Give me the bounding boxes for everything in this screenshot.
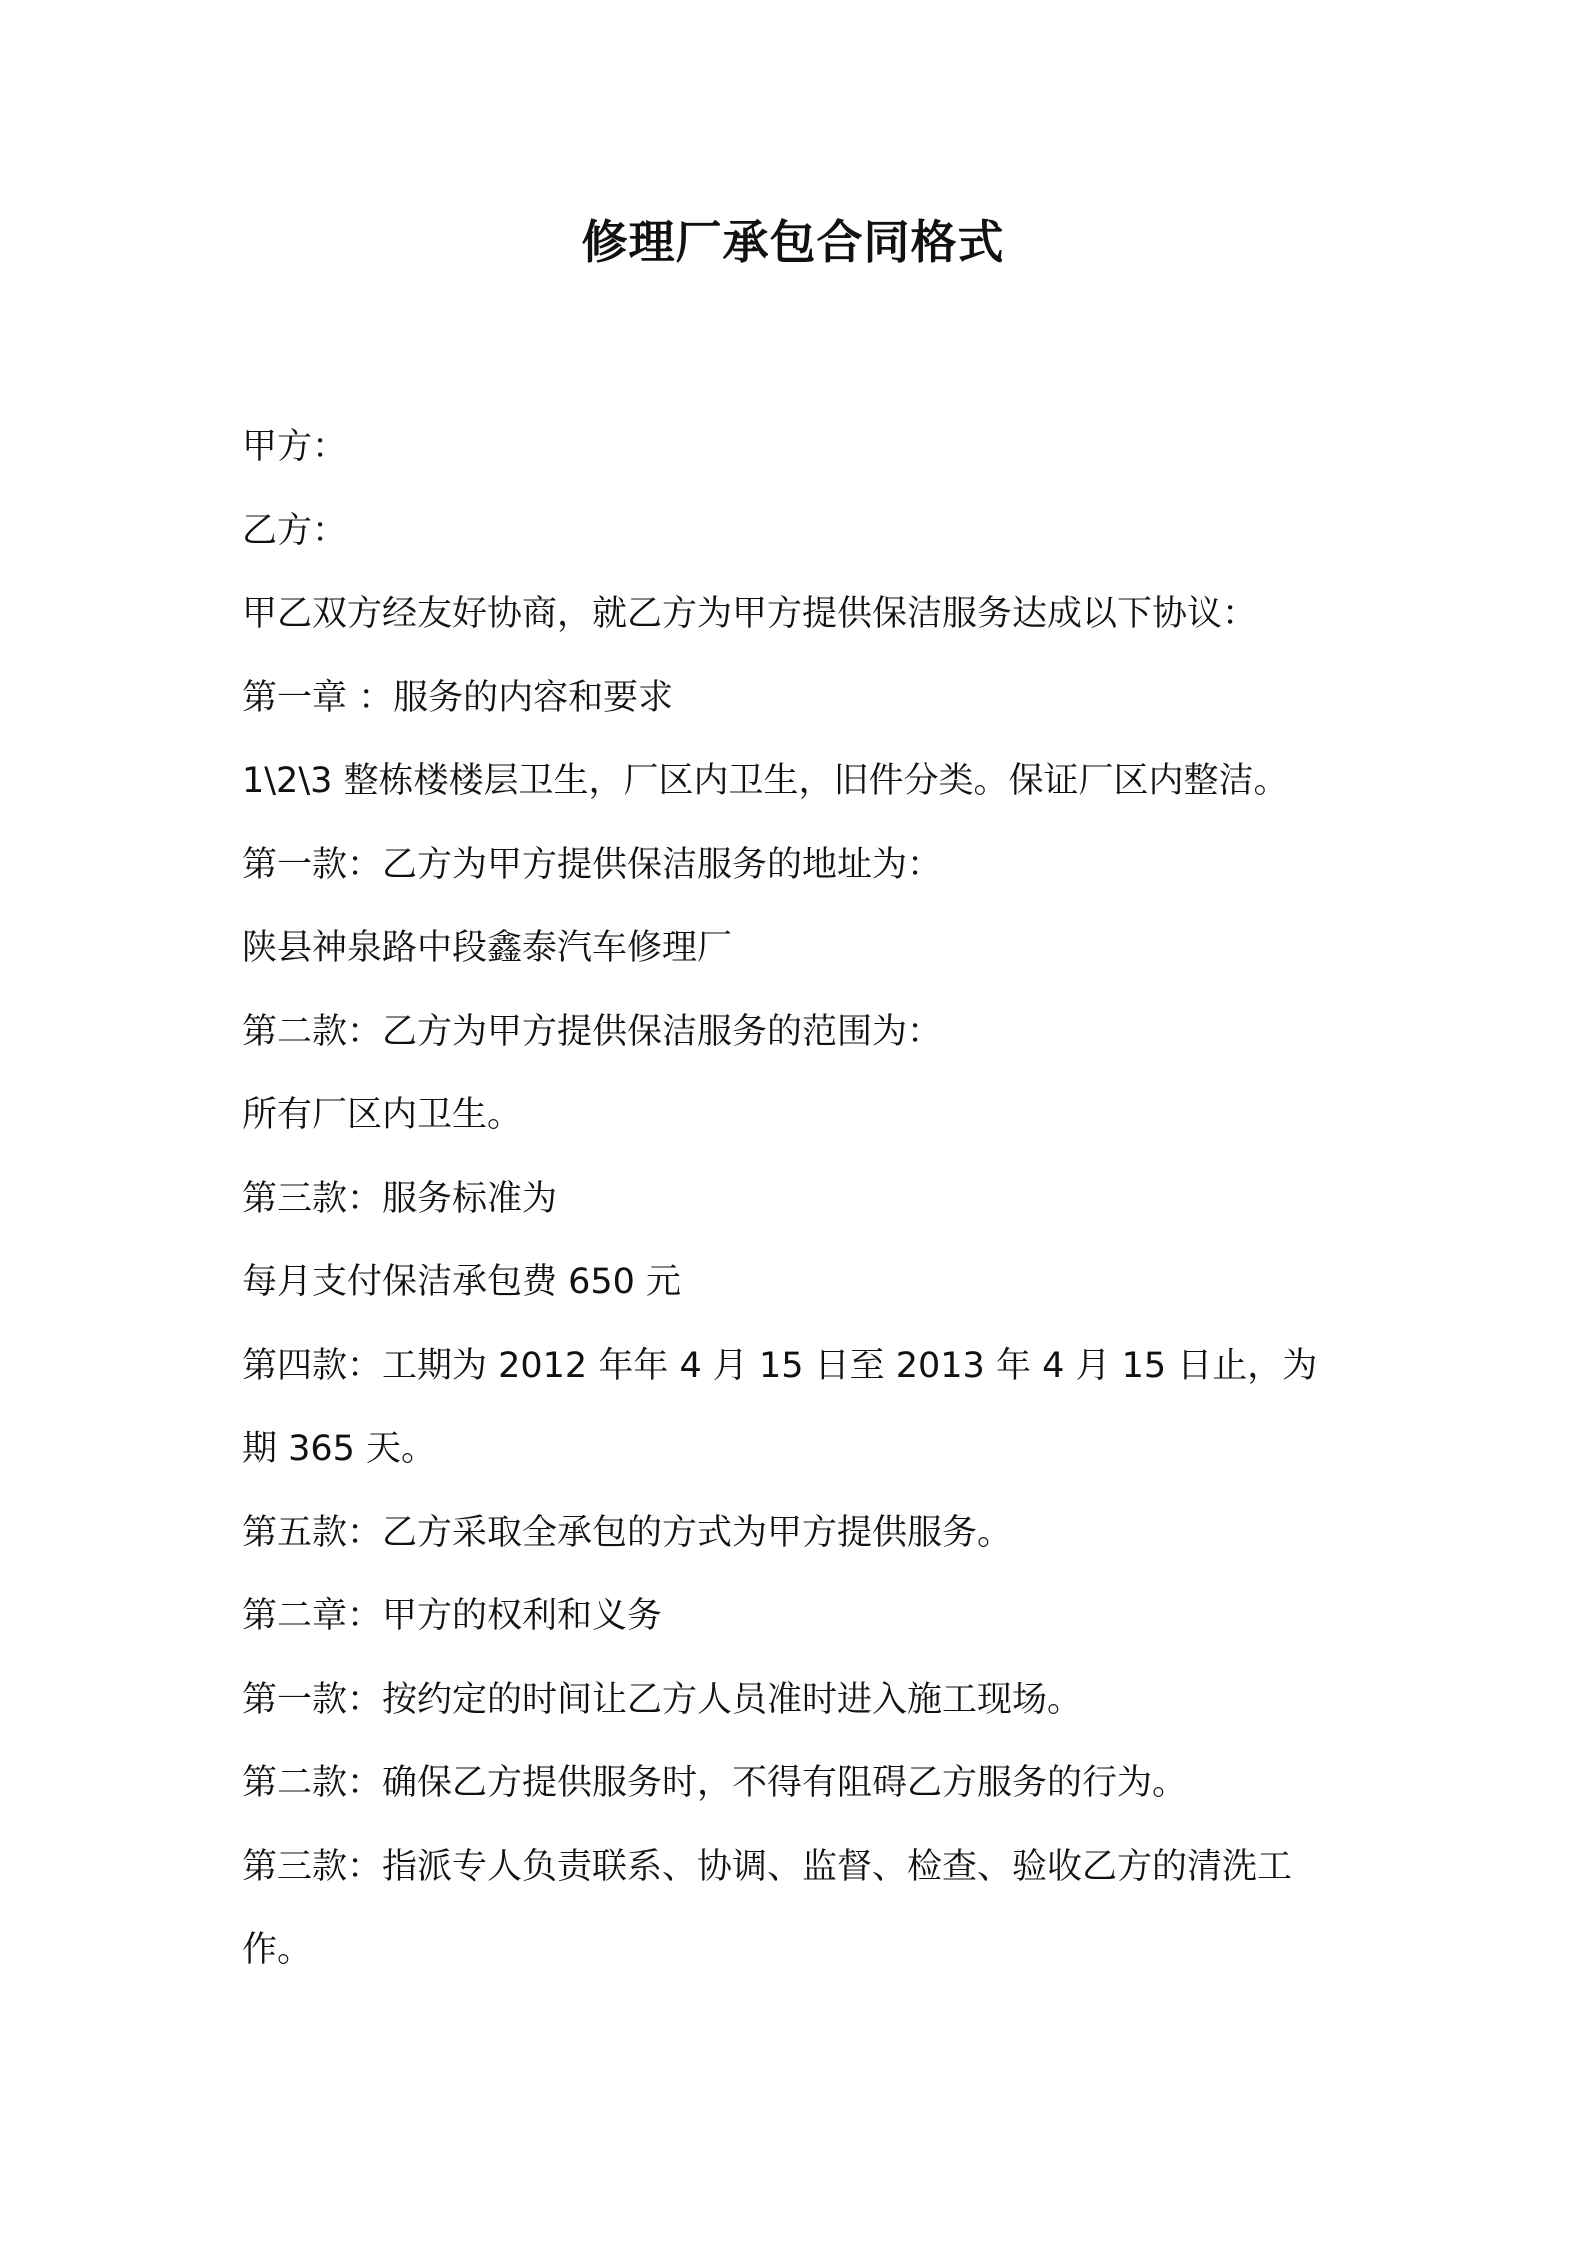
chapter-2-heading: 第二章：甲方的权利和义务 [242,1596,663,1636]
clause-4-period-cont: 期 365 天。 [242,1429,437,1469]
party-b-line: 乙方： [242,510,348,551]
document-body [242,406,1362,1993]
chapter-1-heading: 第一章 ：服务的内容和要求 [242,677,674,718]
clause-1-address-heading: 第一款：乙方为甲方提供保洁服务的地址为： [242,844,943,885]
party-a-line: 甲方： [242,427,348,467]
clause-5-method: 第五款：乙方采取全承包的方式为甲方提供服务。 [242,1512,1013,1553]
chapter-2-clause-3: 第三款：指派专人负责联系、协调、监督、检查、验收乙方的清洗工 [242,1846,1293,1887]
clause-3-standard-heading: 第三款：服务标准为 [242,1178,558,1219]
clause-3-fee: 每月支付保洁承包费 650 元 [242,1262,682,1302]
chapter-2-clause-1: 第一款：按约定的时间让乙方人员准时进入施工现场。 [242,1679,1083,1720]
document-title: 修理厂承包合同格式 [581,215,1005,269]
agreement-intro: 甲乙双方经友好协商，就乙方为甲方提供保洁服务达成以下协议： [242,594,1258,634]
clause-1-address: 陕县神泉路中段鑫泰汽车修理厂 [242,928,733,968]
chapter-2-clause-3-cont: 作。 [242,1930,313,1970]
clause-4-period: 第四款：工期为 2012 年年 4 月 15 日至 2013 年 4 月 15 日止，为 [242,1345,1318,1386]
chapter-2-clause-2: 第二款：确保乙方提供服务时，不得有阻碍乙方服务的行为。 [242,1763,1188,1803]
service-content: 1\2\3 整栋楼楼层卫生，厂区内卫生，旧件分类。保证厂区内整洁。 [242,761,1289,801]
clause-2-scope: 所有厂区内卫生。 [242,1095,523,1135]
clause-2-scope-heading: 第二款：乙方为甲方提供保洁服务的范围为： [242,1011,943,1052]
